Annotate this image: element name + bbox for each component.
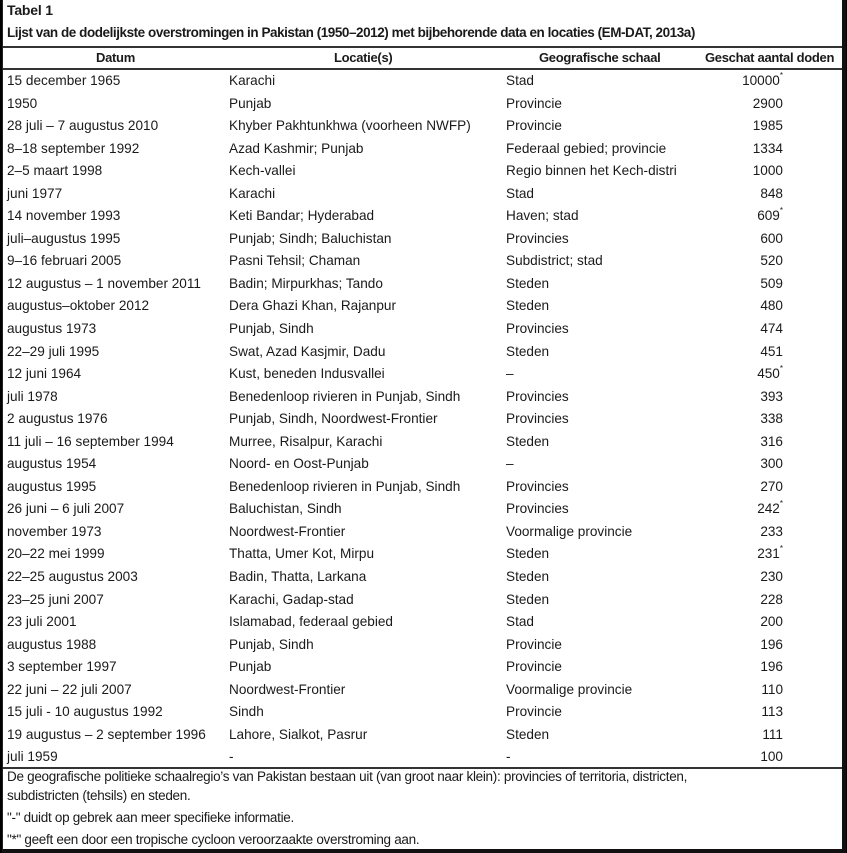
table-row: [3, 318, 842, 341]
cell-date: augustus–oktober 2012: [7, 298, 150, 314]
deaths-value: 1000: [752, 163, 783, 179]
cell-scale: Voormalige provincie: [506, 681, 633, 697]
table-row: [3, 408, 842, 431]
cyclone-marker: *: [779, 544, 783, 554]
table-row: [3, 611, 842, 634]
cell-location: Karachi, Gadap-stad: [229, 591, 354, 607]
cell-date: november 1973: [7, 523, 102, 539]
cell-scale: Steden: [506, 298, 550, 314]
table-row: [3, 656, 842, 679]
cell-date: 28 juli – 7 augustus 2010: [7, 118, 159, 134]
footnote-cyclone: "*" geeft een door een tropische cycloon veroorzaakte overstroming aan.: [7, 832, 420, 847]
table-row: [3, 746, 842, 769]
table-row: [3, 476, 842, 499]
cell-deaths: [703, 295, 788, 318]
table-row: [3, 250, 842, 273]
cell-scale: Provincie: [506, 659, 562, 675]
cell-date: 15 december 1965: [7, 73, 121, 88]
cyclone-marker: *: [779, 499, 783, 509]
table-row: [3, 543, 842, 566]
table-row: [3, 341, 842, 364]
cell-location: -: [229, 749, 234, 765]
deaths-value: 228: [760, 591, 783, 607]
cell-scale: Haven; stad: [506, 208, 579, 224]
cell-deaths: [703, 70, 783, 93]
footnote-dash: "-" duidt op gebrek aan meer specifieke informatie.: [7, 810, 294, 825]
cell-date: 12 juni 1964: [7, 366, 82, 382]
cell-location: Punjab, Sindh: [229, 321, 314, 337]
cell-location: Karachi: [229, 185, 276, 201]
cell-scale: –: [506, 456, 514, 472]
cell-scale: Provincie: [506, 636, 562, 652]
deaths-value: 110: [761, 681, 783, 697]
cyclone-marker: *: [779, 71, 783, 80]
cell-deaths: [703, 634, 788, 657]
cell-deaths: [703, 701, 788, 724]
table-body: [3, 70, 842, 769]
cell-date: 11 juli – 16 september 1994: [7, 433, 174, 449]
cell-date: 22 juni – 22 juli 2007: [7, 681, 132, 697]
column-header-deaths: Geschat aantal doden: [705, 50, 835, 65]
cell-location: Benedenloop rivieren in Punjab, Sindh: [229, 388, 461, 404]
table-row: [3, 431, 842, 454]
table-row: [3, 634, 842, 657]
cell-scale: Voormalige provincie: [506, 523, 633, 539]
cell-scale: Steden: [506, 343, 550, 359]
table-row: [3, 138, 842, 161]
cell-scale: Regio binnen het Kech-distri: [506, 163, 677, 179]
cell-date: juli 1959: [7, 749, 58, 765]
cell-scale: Provincie: [506, 118, 562, 134]
cell-location: Islamabad, federaal gebied: [229, 614, 393, 630]
cell-location: Benedenloop rivieren in Punjab, Sindh: [229, 478, 461, 494]
deaths-value: 300: [760, 456, 783, 472]
cell-deaths: [703, 611, 788, 634]
table-row: [3, 386, 842, 409]
cell-scale: Stad: [506, 73, 534, 88]
cell-date: 2 augustus 1976: [7, 411, 108, 427]
cell-deaths: [703, 228, 788, 251]
table-row: [3, 93, 842, 116]
cell-date: 14 november 1993: [7, 208, 121, 224]
cell-date: juni 1977: [7, 185, 63, 201]
deaths-value: 520: [760, 253, 783, 269]
table-row: [3, 363, 842, 386]
cell-date: augustus 1973: [7, 321, 97, 337]
deaths-value: 451: [760, 343, 783, 359]
table-row: [3, 701, 842, 724]
cell-location: Karachi: [229, 73, 276, 88]
cell-date: 3 september 1997: [7, 659, 117, 675]
deaths-value: 450: [757, 366, 780, 382]
cell-location: Pasni Tehsil; Chaman: [229, 253, 361, 269]
cell-deaths: [703, 318, 788, 341]
cell-scale: Subdistrict; stad: [506, 253, 603, 269]
table-caption: Lijst van de dodelijkste overstromingen in Pakistan (1950–2012) met bijbehorende data en locaties (EM-DAT, 2013a): [7, 25, 695, 40]
cell-deaths: [703, 138, 788, 161]
cell-deaths: [703, 746, 788, 769]
deaths-value: 196: [760, 636, 783, 652]
deaths-value: 474: [760, 321, 783, 337]
cell-location: Thatta, Umer Kot, Mirpu: [229, 546, 375, 562]
cell-location: Punjab; Sindh; Baluchistan: [229, 230, 392, 246]
footnote-scale-line-2: subdistricten (tehsils) en steden.: [7, 788, 191, 803]
cell-location: Dera Ghazi Khan, Rajanpur: [229, 298, 396, 314]
table-row: [3, 679, 842, 702]
cell-deaths: [703, 408, 788, 431]
table-row: [3, 70, 842, 93]
column-header-location: Locatie(s): [334, 50, 393, 65]
cell-scale: Steden: [506, 275, 550, 291]
cell-scale: Steden: [506, 433, 550, 449]
cell-deaths: [703, 341, 788, 364]
deaths-value: 233: [760, 523, 783, 539]
cell-scale: Provincies: [506, 478, 569, 494]
deaths-value: 196: [760, 659, 783, 675]
table-row: [3, 160, 842, 183]
cell-location: Punjab, Sindh, Noordwest-Frontier: [229, 411, 438, 427]
cell-scale: Steden: [506, 569, 550, 585]
cell-date: 12 augustus – 1 november 2011: [7, 275, 201, 291]
deaths-value: 1334: [752, 140, 783, 156]
cell-date: 20–22 mei 1999: [7, 546, 105, 562]
cell-scale: -: [506, 749, 511, 765]
cell-scale: –: [506, 366, 514, 382]
cell-location: Swat, Azad Kasjmir, Dadu: [229, 343, 386, 359]
cell-date: 9–16 februari 2005: [7, 253, 122, 269]
footnote-scale-line-1: De geografische politieke schaalregio’s van Pakistan bestaan uit (van groot naar klein): provincies of territoria, districten,: [7, 769, 688, 784]
deaths-value: 316: [760, 433, 783, 449]
deaths-value: 609: [757, 208, 780, 224]
cell-date: augustus 1995: [7, 478, 97, 494]
cell-date: 15 juli - 10 augustus 1992: [7, 704, 163, 720]
cell-deaths: [703, 589, 788, 612]
deaths-value: 230: [760, 569, 783, 585]
cell-deaths: [703, 431, 788, 454]
cell-location: Noord- en Oost-Punjab: [229, 456, 369, 472]
table-row: [3, 295, 842, 318]
cell-date: 23–25 juni 2007: [7, 591, 104, 607]
deaths-value: 393: [760, 388, 783, 404]
cell-deaths: [703, 566, 788, 589]
cell-scale: Provincies: [506, 230, 569, 246]
deaths-value: 270: [760, 478, 783, 494]
cell-date: 1950: [7, 95, 38, 111]
table-row: [3, 453, 842, 476]
table-row: [3, 566, 842, 589]
cell-deaths: [703, 115, 788, 138]
deaths-value: 113: [761, 704, 783, 720]
cell-location: Sindh: [229, 704, 264, 720]
cell-deaths: [703, 498, 783, 521]
cell-scale: Provincies: [506, 321, 569, 337]
cell-date: 8–18 september 1992: [7, 140, 140, 156]
cell-deaths: [703, 183, 788, 206]
column-header-date: Datum: [96, 50, 135, 65]
cell-date: 22–25 augustus 2003: [7, 569, 138, 585]
cell-scale: Steden: [506, 591, 550, 607]
cell-location: Azad Kashmir; Punjab: [229, 140, 364, 156]
cell-deaths: [703, 521, 788, 544]
cell-date: 19 augustus – 2 september 1996: [7, 726, 206, 742]
deaths-value: 848: [760, 185, 783, 201]
cell-deaths: [703, 93, 788, 116]
deaths-value: 338: [760, 411, 783, 427]
cell-date: juli–augustus 1995: [7, 230, 121, 246]
cell-location: Punjab: [229, 95, 272, 111]
deaths-value: 480: [760, 298, 783, 314]
cell-deaths: [703, 724, 788, 747]
cell-location: Murree, Risalpur, Karachi: [229, 433, 383, 449]
cell-location: Baluchistan, Sindh: [229, 501, 342, 517]
table-row: [3, 724, 842, 747]
table-label: Tabel 1: [7, 2, 53, 18]
cell-date: 22–29 juli 1995: [7, 343, 100, 359]
cell-scale: Stad: [506, 185, 534, 201]
deaths-value: 1985: [752, 118, 783, 134]
cell-location: Punjab: [229, 659, 272, 675]
cell-location: Khyber Pakhtunkhwa (voorheen NWFP): [229, 118, 471, 134]
deaths-value: 10000: [742, 73, 780, 88]
cell-scale: Federaal gebied; provincie: [506, 140, 667, 156]
deaths-value: 231: [757, 546, 780, 562]
table-row: [3, 589, 842, 612]
column-header-scale: Geografische schaal: [539, 50, 661, 65]
cell-deaths: [703, 543, 783, 566]
table-document: [2, 0, 846, 853]
cell-deaths: [703, 250, 788, 273]
cell-location: Lahore, Sialkot, Pasrur: [229, 726, 368, 742]
deaths-value: 2900: [752, 95, 783, 111]
cell-deaths: [703, 476, 788, 499]
cell-scale: Steden: [506, 726, 550, 742]
cell-scale: Stad: [506, 614, 534, 630]
cell-location: Noordwest-Frontier: [229, 523, 346, 539]
deaths-value: 242: [757, 501, 780, 517]
cell-deaths: [703, 363, 783, 386]
cell-deaths: [703, 679, 788, 702]
table-row: [3, 521, 842, 544]
cell-date: juli 1978: [7, 388, 58, 404]
table-row: [3, 498, 842, 521]
table-row: [3, 183, 842, 206]
deaths-value: 100: [760, 749, 783, 765]
cell-deaths: [703, 273, 788, 296]
cell-scale: Provincies: [506, 501, 569, 517]
cell-deaths: [703, 205, 783, 228]
cell-location: Kust, beneden Indusvallei: [229, 366, 385, 382]
deaths-value: 200: [760, 614, 783, 630]
table-row: [3, 228, 842, 251]
cell-date: augustus 1988: [7, 636, 97, 652]
deaths-value: 111: [762, 726, 783, 742]
cell-date: 23 juli 2001: [7, 614, 77, 630]
cell-scale: Provincies: [506, 388, 569, 404]
cell-scale: Provincies: [506, 411, 569, 427]
cell-location: Punjab, Sindh: [229, 636, 314, 652]
header-top-rule: [3, 46, 842, 48]
cell-deaths: [703, 160, 788, 183]
cell-location: Noordwest-Frontier: [229, 681, 346, 697]
cell-date: 2–5 maart 1998: [7, 163, 103, 179]
cell-location: Badin, Thatta, Larkana: [229, 569, 367, 585]
cell-deaths: [703, 453, 788, 476]
cell-scale: Provincie: [506, 704, 562, 720]
deaths-value: 600: [760, 230, 783, 246]
table-row: [3, 115, 842, 138]
cell-deaths: [703, 656, 788, 679]
cell-deaths: [703, 386, 788, 409]
cell-scale: Steden: [506, 546, 550, 562]
cell-location: Kech-vallei: [229, 163, 296, 179]
table-row: [3, 205, 842, 228]
cell-scale: Provincie: [506, 95, 562, 111]
deaths-value: 509: [760, 275, 783, 291]
cell-date: augustus 1954: [7, 456, 97, 472]
table-row: [3, 273, 842, 296]
cyclone-marker: *: [779, 364, 783, 374]
cell-location: Keti Bandar; Hyderabad: [229, 208, 375, 224]
cyclone-marker: *: [779, 206, 783, 216]
cell-location: Badin; Mirpurkhas; Tando: [229, 275, 383, 291]
cell-date: 26 juni – 6 juli 2007: [7, 501, 125, 517]
